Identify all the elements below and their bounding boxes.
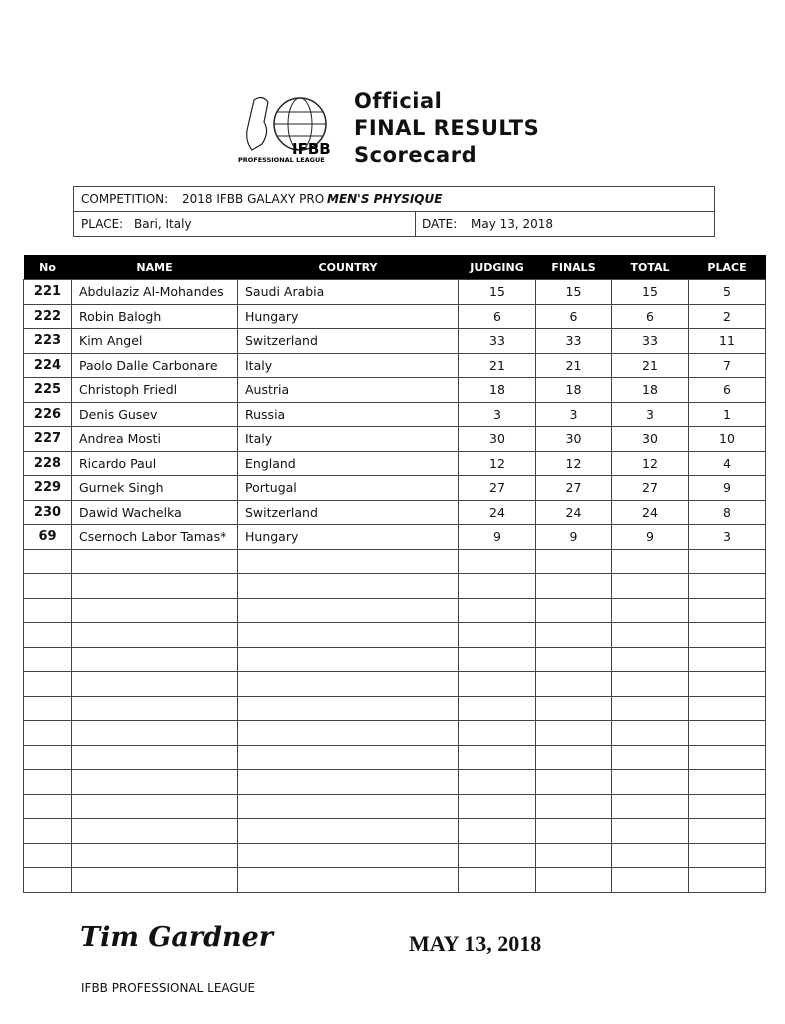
table-cell: 3 [689,525,766,550]
empty-cell [24,868,72,893]
table-row [24,427,766,452]
empty-cell [238,745,459,770]
empty-cell [459,672,536,697]
empty-cell [536,598,612,623]
table-cell: Austria [238,378,459,403]
table-cell: Andrea Mosti [72,427,238,452]
column-header: COUNTRY [238,255,459,280]
empty-cell [24,549,72,574]
empty-cell [238,868,459,893]
table-cell: 3 [612,402,689,427]
empty-cell [459,647,536,672]
table-cell: 24 [536,500,612,525]
column-header: No [24,255,72,280]
empty-cell [72,868,238,893]
empty-cell [689,647,766,672]
empty-cell [536,574,612,599]
empty-row [24,672,766,697]
place-value: Bari, Italy [134,217,192,231]
table-cell: 33 [612,329,689,354]
empty-row [24,819,766,844]
table-cell: 3 [459,402,536,427]
empty-cell [459,770,536,795]
empty-cell [24,770,72,795]
empty-cell [238,549,459,574]
table-cell: 9 [536,525,612,550]
table-cell: 221 [24,280,72,305]
date-label: DATE: [422,217,458,231]
empty-cell [459,794,536,819]
empty-row [24,647,766,672]
table-cell: 15 [612,280,689,305]
empty-cell [238,647,459,672]
empty-cell [612,574,689,599]
table-cell: 6 [612,304,689,329]
column-header: FINALS [536,255,612,280]
table-cell: 222 [24,304,72,329]
empty-cell [72,672,238,697]
title-line: FINAL RESULTS [354,116,540,140]
empty-cell [24,843,72,868]
table-cell: Italy [238,427,459,452]
empty-cell [536,623,612,648]
empty-cell [459,623,536,648]
empty-cell [689,745,766,770]
table-cell: 3 [536,402,612,427]
table-cell: 12 [459,451,536,476]
table-cell: 21 [459,353,536,378]
table-cell: Gurnek Singh [72,476,238,501]
table-row [24,353,766,378]
empty-cell [72,696,238,721]
competition-value: 2018 IFBB GALAXY PRO [182,192,325,206]
table-cell: 225 [24,378,72,403]
empty-cell [459,721,536,746]
empty-cell [612,672,689,697]
table-cell: 9 [689,476,766,501]
table-cell: Paolo Dalle Carbonare [72,353,238,378]
empty-cell [72,574,238,599]
table-cell: 224 [24,353,72,378]
empty-cell [459,819,536,844]
table-cell: 30 [536,427,612,452]
empty-cell [24,696,72,721]
date-value: May 13, 2018 [471,217,554,231]
results-table [23,255,766,893]
empty-row [24,574,766,599]
empty-cell [72,745,238,770]
signature: Tim Gardner [80,922,274,953]
table-cell: 24 [459,500,536,525]
table-cell: 223 [24,329,72,354]
empty-cell [612,819,689,844]
table-cell: 8 [689,500,766,525]
table-cell: 18 [536,378,612,403]
table-cell: 27 [459,476,536,501]
column-header: NAME [72,255,238,280]
column-header: TOTAL [612,255,689,280]
empty-cell [459,549,536,574]
empty-cell [689,868,766,893]
empty-cell [536,745,612,770]
empty-cell [536,721,612,746]
empty-cell [238,770,459,795]
table-cell: 30 [612,427,689,452]
table-cell: Ricardo Paul [72,451,238,476]
empty-cell [612,843,689,868]
organization: IFBB PROFESSIONAL LEAGUE [81,981,256,995]
table-cell: 2 [689,304,766,329]
table-cell: 18 [612,378,689,403]
table-cell: Switzerland [238,500,459,525]
table-cell: 5 [689,280,766,305]
empty-cell [612,623,689,648]
table-cell: 21 [612,353,689,378]
empty-cell [238,598,459,623]
empty-row [24,868,766,893]
table-cell: 6 [459,304,536,329]
table-row [24,280,766,305]
empty-cell [536,794,612,819]
table-cell: 11 [689,329,766,354]
column-header: PLACE [689,255,766,280]
empty-row [24,598,766,623]
empty-cell [72,770,238,795]
document-title [354,88,539,169]
competition-label: COMPETITION: [81,192,169,206]
empty-cell [612,598,689,623]
empty-cell [689,696,766,721]
table-cell: 12 [536,451,612,476]
empty-cell [612,770,689,795]
empty-cell [72,647,238,672]
empty-cell [689,770,766,795]
empty-cell [536,672,612,697]
table-cell: England [238,451,459,476]
empty-cell [536,819,612,844]
empty-cell [689,843,766,868]
competition-info [73,186,715,237]
empty-cell [459,598,536,623]
table-row [24,525,766,550]
empty-cell [24,819,72,844]
empty-cell [238,623,459,648]
table-cell: Kim Angel [72,329,238,354]
table-cell: Dawid Wachelka [72,500,238,525]
empty-cell [72,843,238,868]
table-cell: 229 [24,476,72,501]
empty-cell [238,819,459,844]
table-row [24,378,766,403]
empty-cell [238,794,459,819]
empty-cell [689,672,766,697]
table-cell: Russia [238,402,459,427]
empty-cell [689,598,766,623]
empty-cell [238,843,459,868]
empty-cell [24,745,72,770]
empty-cell [612,868,689,893]
empty-cell [536,647,612,672]
empty-cell [536,843,612,868]
empty-row [24,721,766,746]
table-cell: 10 [689,427,766,452]
table-cell: 24 [612,500,689,525]
empty-cell [24,794,72,819]
empty-row [24,696,766,721]
table-cell: 9 [612,525,689,550]
empty-row [24,770,766,795]
empty-cell [536,696,612,721]
table-cell: 27 [536,476,612,501]
column-header: JUDGING [459,255,536,280]
empty-cell [689,623,766,648]
table-cell: 6 [689,378,766,403]
signature-date: MAY 13, 2018 [409,931,542,956]
table-cell: 1 [689,402,766,427]
table-cell: 6 [536,304,612,329]
empty-cell [24,598,72,623]
table-cell: Christoph Friedl [72,378,238,403]
empty-cell [72,819,238,844]
table-cell: 226 [24,402,72,427]
empty-cell [689,794,766,819]
svg-text:IFBB: IFBB [292,140,331,158]
table-cell: 69 [24,525,72,550]
table-cell: 227 [24,427,72,452]
table-cell: 15 [459,280,536,305]
table-row [24,329,766,354]
empty-cell [612,794,689,819]
table-cell: 30 [459,427,536,452]
empty-cell [238,721,459,746]
empty-row [24,549,766,574]
table-cell: 228 [24,451,72,476]
table-cell: 15 [536,280,612,305]
table-cell: Italy [238,353,459,378]
empty-cell [24,574,72,599]
table-cell: Robin Balogh [72,304,238,329]
empty-cell [459,574,536,599]
empty-cell [536,549,612,574]
empty-cell [536,868,612,893]
svg-text:PROFESSIONAL LEAGUE: PROFESSIONAL LEAGUE [238,156,325,164]
table-cell: 230 [24,500,72,525]
table-cell: Switzerland [238,329,459,354]
empty-cell [459,696,536,721]
table-row [24,451,766,476]
empty-cell [24,721,72,746]
empty-cell [72,721,238,746]
empty-cell [238,696,459,721]
empty-cell [612,696,689,721]
table-row [24,402,766,427]
table-cell: 12 [612,451,689,476]
empty-cell [238,574,459,599]
table-cell: 33 [459,329,536,354]
empty-cell [612,647,689,672]
empty-cell [612,745,689,770]
empty-cell [689,721,766,746]
title-line: Scorecard [354,143,478,167]
place-label: PLACE: [81,217,124,231]
empty-row [24,745,766,770]
empty-row [24,843,766,868]
empty-cell [459,868,536,893]
table-row [24,500,766,525]
empty-cell [72,549,238,574]
empty-cell [459,745,536,770]
empty-row [24,794,766,819]
empty-cell [612,549,689,574]
table-cell: 18 [459,378,536,403]
table-cell: Portugal [238,476,459,501]
table-cell: 9 [459,525,536,550]
table-row [24,476,766,501]
empty-cell [72,794,238,819]
table-cell: 7 [689,353,766,378]
empty-cell [238,672,459,697]
empty-cell [689,574,766,599]
table-cell: 33 [536,329,612,354]
table-cell: Hungary [238,525,459,550]
table-cell: Saudi Arabia [238,280,459,305]
table-cell: 27 [612,476,689,501]
ifbb-logo [234,92,346,164]
empty-cell [689,549,766,574]
title-line: Official [354,89,443,113]
table-cell: Hungary [238,304,459,329]
empty-cell [24,623,72,648]
division: MEN'S PHYSIQUE [327,192,443,206]
empty-cell [24,672,72,697]
empty-cell [612,721,689,746]
empty-cell [459,843,536,868]
table-row [24,304,766,329]
table-cell: Denis Gusev [72,402,238,427]
empty-cell [689,819,766,844]
empty-row [24,623,766,648]
table-cell: Csernoch Labor Tamas* [72,525,238,550]
table-cell: 4 [689,451,766,476]
table-cell: Abdulaziz Al-Mohandes [72,280,238,305]
empty-cell [536,770,612,795]
empty-cell [72,623,238,648]
empty-cell [72,598,238,623]
empty-cell [24,647,72,672]
table-cell: 21 [536,353,612,378]
